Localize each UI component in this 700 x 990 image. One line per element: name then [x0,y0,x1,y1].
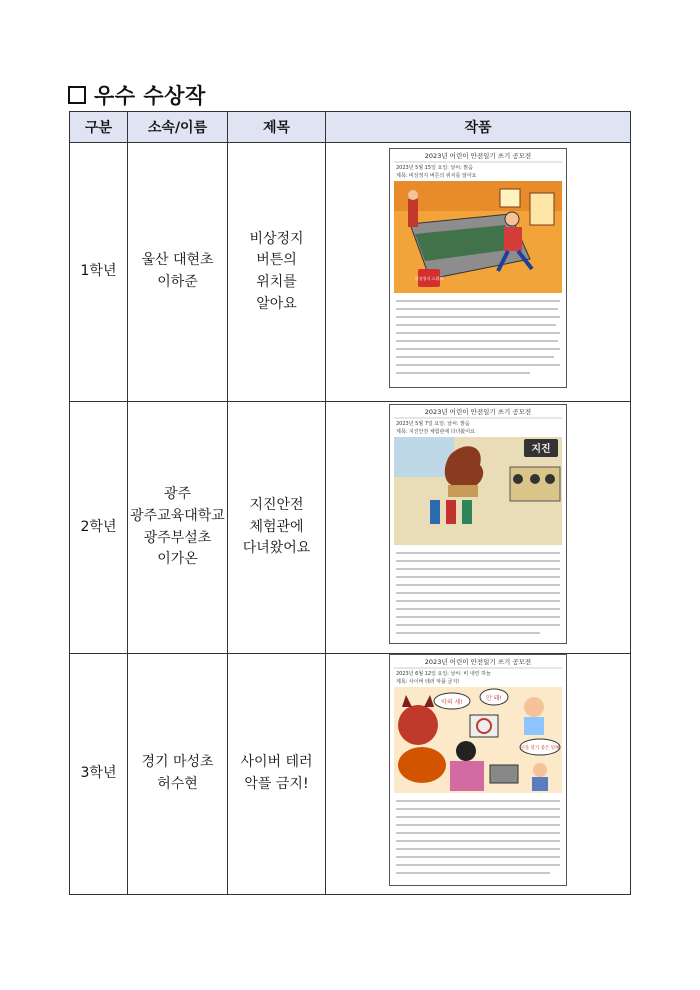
artwork-header: 2023년 어린이 안전일기 쓰기 공모전 [424,658,532,666]
artwork-header: 2023년 어린이 안전일기 쓰기 공모전 [424,152,532,161]
affiliation-line: 울산 대현초 [141,252,214,269]
grade-cell: 1학년 [70,143,128,402]
artwork-thumbnail [389,148,567,388]
artwork-bubble: 악의 세! [441,699,463,706]
table-row [70,402,631,654]
table-header-row [70,112,631,143]
title-line: 지진안전 [249,496,304,513]
awards-table [69,111,631,895]
title-line: 다녀왔어요 [242,540,311,557]
section-title-text: 우수 수상작 [94,84,206,108]
title-line: 알아요 [256,295,297,312]
artwork-cell [326,654,631,895]
table-row [70,143,631,402]
affiliation-cell [128,654,228,895]
artwork-form-line: 2023년 6월 12일 요일: 날씨: 비 내린 하늘 [396,671,491,677]
affiliation-line: 광주교육대학교 [130,507,225,524]
affiliation-line: 이하준 [157,274,198,290]
artwork-form-line: 2023년 5월 7일 요일: 날씨: 맑음 [396,420,470,427]
header-artwork: 작품 [326,112,631,143]
affiliation-line: 광주 [163,486,192,503]
title-line: 체험관에 [249,518,304,535]
artwork-cell [326,143,631,402]
title-cell [228,402,326,654]
drawing-cyber-icon [390,655,566,885]
artwork-cell [326,402,631,654]
affiliation-line: 허수현 [157,775,198,792]
grade-cell: 3학년 [70,654,128,895]
artwork-caption: 제목: 지진안전 체험관에 다녀왔어요 [396,428,475,435]
artwork-bubble: 안 돼! [486,695,502,702]
artwork-caption: 제목: 비상정지 버튼의 위치를 알아요 [396,173,477,180]
artwork-thumbnail [389,654,567,886]
grade-cell: 2학년 [70,402,128,654]
artwork-sign: 지진 [531,443,551,455]
header-title: 제목 [228,112,326,143]
affiliation-line: 이가온 [157,551,198,568]
artwork-header: 2023년 어린이 안전일기 쓰기 공모전 [424,407,532,416]
title-line: 버튼의 [256,252,297,269]
title-line: 비상정지 [249,230,304,247]
affiliation-cell [128,143,228,402]
drawing-earthquake-icon [390,405,566,643]
affiliation-line: 경기 마성초 [141,754,214,771]
artwork-thumbnail [389,404,567,644]
affiliation-line: 광주부설초 [143,529,212,546]
artwork-bubble: 선플 달기 좋은 말해 [520,746,560,751]
affiliation-cell [128,402,228,654]
artwork-form-line: 2023년 5월 15일 요일: 날씨: 맑음 [396,165,474,172]
header-affiliation: 소속/이름 [128,112,228,143]
title-line: 위치를 [256,274,297,290]
header-grade: 구분 [70,112,128,143]
artwork-sign: 비상정지 스위치 [414,276,444,282]
checkbox-square-icon [68,86,86,104]
title-line: 사이버 테러 [240,754,313,771]
table-row [70,654,631,895]
title-cell [228,654,326,895]
section-title [68,80,206,110]
drawing-escalator-icon [390,149,566,387]
title-line: 악플 금지! [244,775,309,792]
title-cell [228,143,326,402]
artwork-caption: 제목: 사이버 테러 악플 금지! [396,679,460,685]
